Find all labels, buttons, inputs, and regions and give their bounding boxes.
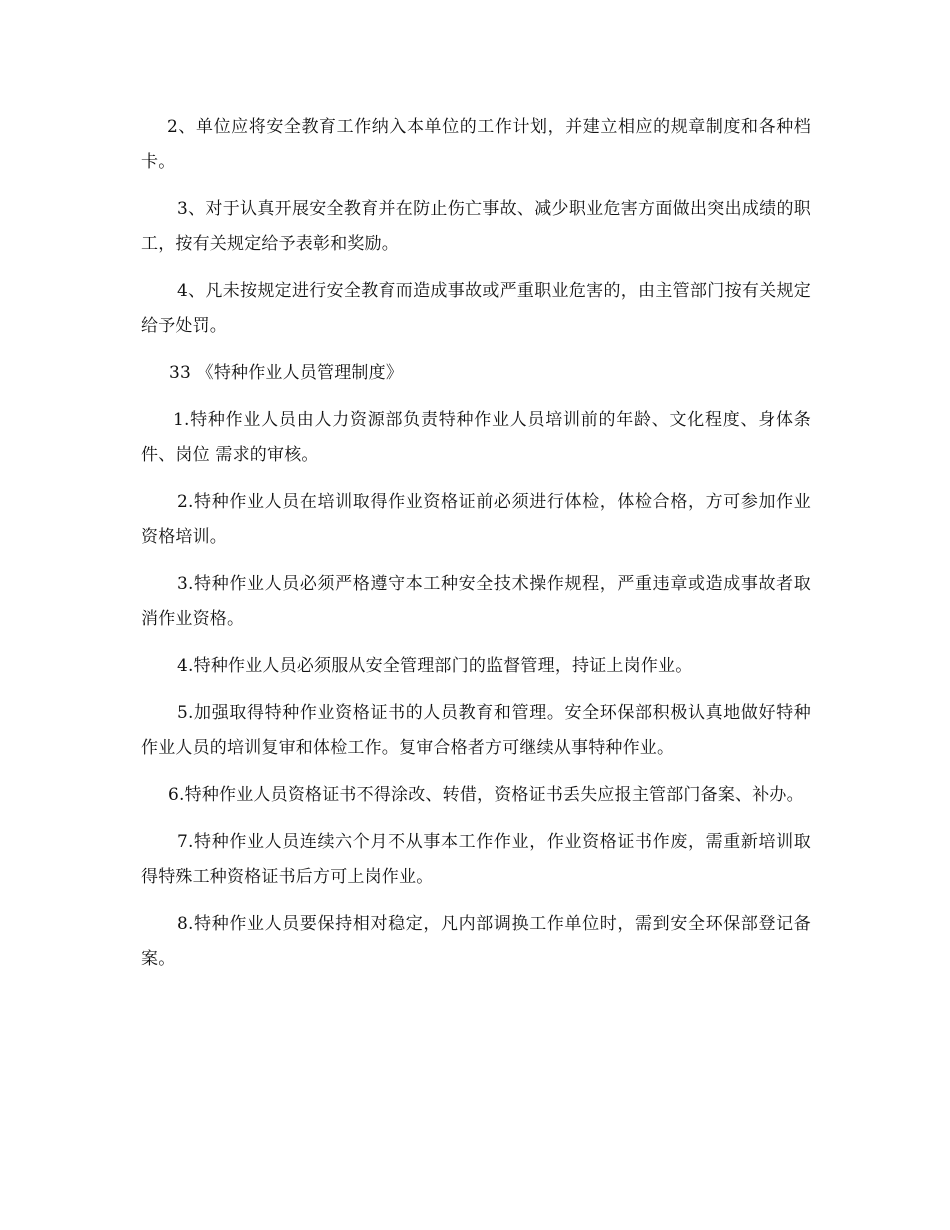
rule-item-4: 4.特种作业人员必须服从安全管理部门的监督管理，持证上岗作业。 (177, 656, 693, 676)
rule-item-5: 5.加强取得特种作业资格证书的人员教育和管理。安全环保部积极认真地做好特种作业人员的培训复审和体检工作。复审合格者方可继续从事特种作业。 (141, 703, 811, 758)
rule-item-1: 1.特种作业人员由人力资源部负责特种作业人员培训前的年龄、文化程度、身体条件、岗位 需求的审核。 (141, 410, 811, 465)
paragraph-item-3-commendation: 3、对于认真开展安全教育并在防止伤亡事故、减少职业危害方面做出突出成绩的职工，按有关规定给予表彰和奖励。 (141, 199, 811, 254)
paragraph-item-4-penalty: 4、凡未按规定进行安全教育而造成事故或严重职业危害的，由主管部门按有关规定给予处罚。 (141, 281, 811, 336)
paragraph-item-2-education-plan: 2、单位应将安全教育工作纳入本单位的工作计划，并建立相应的规章制度和各种档卡。 (141, 117, 811, 172)
rule-item-8: 8.特种作业人员要保持相对稳定，凡内部调换工作单位时，需到安全环保部登记备案。 (141, 914, 811, 969)
document-body (141, 110, 811, 989)
section-heading: 33 《特种作业人员管理制度》 (169, 363, 404, 383)
rule-item-3: 3.特种作业人员必须严格遵守本工种安全技术操作规程，严重违章或造成事故者取消作业资格。 (141, 574, 811, 629)
rule-item-7: 7.特种作业人员连续六个月不从事本工作作业，作业资格证书作废，需重新培训取得特殊工种资格证书后方可上岗作业。 (141, 832, 811, 887)
rule-item-6: 6.特种作业人员资格证书不得涂改、转借，资格证书丢失应报主管部门备案、补办。 (168, 785, 804, 805)
rule-item-2: 2.特种作业人员在培训取得作业资格证前必须进行体检，体检合格，方可参加作业资格培训。 (141, 492, 811, 547)
